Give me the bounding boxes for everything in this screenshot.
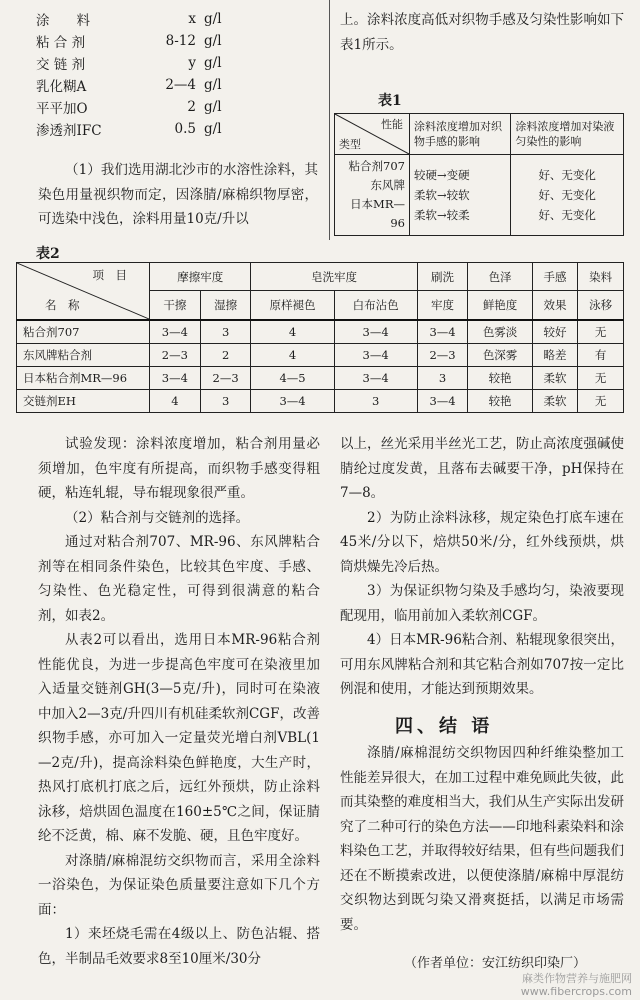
recipe-name: 交 链 剂	[36, 57, 86, 73]
table2	[16, 262, 624, 413]
paragraph: 1）来坯烧毛需在4级以上、防色沾辊、搭色，半制品毛效要求8至10厘米/30分	[38, 926, 320, 967]
table1-caption: 表1	[378, 93, 402, 109]
table2-row-name: 日本粘合剂MR—96	[17, 367, 150, 390]
table1-level: 好、无变化 好、无变化 好、无变化	[511, 155, 624, 236]
table2-group: 手感	[532, 263, 578, 291]
recipe-name: 乳化糊A	[36, 79, 87, 95]
right-column	[340, 432, 624, 702]
table2-subhead: 白布沾色	[334, 291, 417, 320]
recipe-name: 涂 料	[36, 13, 90, 29]
left-column	[38, 432, 320, 971]
recipe-amount: 2—4	[165, 77, 196, 93]
table2-cell: 2—3	[150, 344, 201, 367]
paragraph: 3）为保证织物匀染及手感均匀，染液要现配现用，临用前加入柔软剂CGF。	[340, 583, 624, 624]
table2-cell: 色深雾	[468, 344, 532, 367]
table2-row-name: 粘合剂707	[17, 320, 150, 344]
recipe-unit: g/l	[204, 11, 222, 27]
recipe-name: 粘 合 剂	[36, 35, 86, 51]
table2-cell: 无	[578, 367, 624, 390]
table1-feel: 较硬→变硬 柔软→较软 柔软→较柔	[410, 155, 511, 236]
table2-cell: 较好	[532, 320, 578, 344]
table-row	[17, 367, 624, 390]
recipe-unit: g/l	[204, 99, 222, 115]
table-row	[17, 390, 624, 413]
table2-subhead: 原样褪色	[251, 291, 334, 320]
table1-corner: 性能 类型	[335, 114, 410, 155]
table2-cell: 3—4	[417, 390, 468, 413]
table2-cell: 柔软	[532, 367, 578, 390]
recipe-list	[36, 8, 316, 140]
table2-subhead: 鲜艳度	[468, 291, 532, 320]
paragraph: 试验发现：涂料浓度增加，粘合剂用量必须增加，色牢度有所提高，而织物手感变得粗硬，粘连轧辊，导布辊现象很严重。	[38, 436, 320, 501]
section-heading: 四、结 语	[395, 716, 494, 737]
table2-cell: 较艳	[468, 367, 532, 390]
table1-names: 粘合剂707 东风牌 日本MR—96	[335, 155, 410, 236]
table2-subhead: 牢度	[417, 291, 468, 320]
table2-subhead: 效果	[532, 291, 578, 320]
table2-cell: 4—5	[251, 367, 334, 390]
left-top-text	[38, 158, 318, 232]
table2-cell: 4	[251, 320, 334, 344]
table2-cell: 较艳	[468, 390, 532, 413]
recipe-unit: g/l	[204, 55, 222, 71]
table2-caption: 表2	[36, 246, 60, 262]
recipe-unit: g/l	[204, 33, 222, 49]
table2-cell: 4	[150, 390, 201, 413]
paragraph: 2）为防止涂料泳移，规定染色打底车速在45米/分以下，焙烘50米/分，红外线预烘，烘筒烘燥先冷后热。	[340, 509, 624, 575]
recipe-row	[36, 52, 316, 74]
conclusion-block	[340, 741, 624, 937]
table2-cell: 3—4	[334, 344, 417, 367]
table2-cell: 柔软	[532, 390, 578, 413]
table2-cell: 3—4	[150, 367, 201, 390]
table2-row-name: 交链剂EH	[17, 390, 150, 413]
table2-cell: 2—3	[200, 367, 251, 390]
table2-cell: 3—4	[334, 320, 417, 344]
recipe-row	[36, 118, 316, 140]
table1	[334, 113, 624, 236]
table2-corner: 项 目 名 称	[17, 263, 150, 321]
paragraph: 4）日本MR-96粘合剂、粘辊现象很突出，可用东风牌粘合剂和其它粘合剂如707按一定比例混和使用，才能达到预期效果。	[340, 632, 624, 697]
recipe-row	[36, 74, 316, 96]
table1-header: 涂料浓度增加对织物手感的影响	[410, 114, 511, 155]
paragraph: （2）粘合剂与交链剂的选择。	[65, 509, 250, 526]
table2-cell: 3—4	[334, 367, 417, 390]
table2-cell: 无	[578, 390, 624, 413]
paragraph: 通过对粘合剂707、MR-96、东风牌粘合剂等在相同条件染色，比较其色牢度、手感、匀染性、色光稳定性，可得到很满意的粘合剂，如表2。	[38, 534, 320, 624]
table2-cell: 色雾淡	[468, 320, 532, 344]
paragraph: 对涤腈/麻棉混纺交织物而言，采用全涂料一浴染色，为保证染色质量要注意如下几个方面：	[38, 852, 320, 918]
table2-group: 染料	[578, 263, 624, 291]
table1-header: 涂料浓度增加对染液匀染性的影响	[511, 114, 624, 155]
recipe-name: 平平加O	[36, 101, 88, 117]
author-affiliation: （作者单位：安江纺织印染厂）	[404, 956, 587, 971]
table2-row-name: 东风牌粘合剂	[17, 344, 150, 367]
recipe-name: 渗透剂IFC	[36, 123, 102, 139]
table2-cell: 2—3	[417, 344, 468, 367]
table2-cell: 无	[578, 320, 624, 344]
paragraph: 涤腈/麻棉混纺交织物因四种纤维染整加工性能差异很大，在加工过程中难免顾此失彼，此而其染整的难度相当大，我们从生产实际出发研究了二种可行的染色方法——印地科素染料和涂料染色工艺，并取得较好结果，但有些问题我们还在不断摸索改进，以便使涤腈/麻棉中厚混纺交织物达到既匀染又滑爽挺括，以满足市场需要。	[340, 745, 624, 933]
table2-cell: 3—4	[150, 320, 201, 344]
recipe-amount: x	[188, 11, 196, 27]
recipe-amount: 0.5	[174, 121, 196, 137]
recipe-unit: g/l	[204, 121, 222, 137]
table2-group: 色泽	[468, 263, 532, 291]
table2-cell: 有	[578, 344, 624, 367]
paragraph: （1）我们选用湖北沙市的水溶性涂料，其染色用量视织物而定，因涤腈/麻棉织物厚密，可选染中浅色，涂料用量10克/升以	[38, 162, 318, 227]
table2-cell: 3—4	[251, 390, 334, 413]
column-divider	[329, 0, 330, 240]
table2-cell: 3	[334, 390, 417, 413]
table2-group: 摩擦牢度	[150, 263, 251, 291]
table2-cell: 略差	[532, 344, 578, 367]
table2-cell: 2	[200, 344, 251, 367]
table2-subhead: 泳移	[578, 291, 624, 320]
table2-group: 皂洗牢度	[251, 263, 417, 291]
recipe-row	[36, 30, 316, 52]
table-row	[17, 320, 624, 344]
recipe-unit: g/l	[204, 77, 222, 93]
paragraph: 上。涂料浓度高低对织物手感及匀染性影响如下表1所示。	[340, 12, 624, 53]
table2-cell: 3	[200, 390, 251, 413]
recipe-amount: y	[188, 55, 196, 71]
paragraph: 从表2可以看出，选用日本MR-96粘合剂性能优良，为进一步提高色牢度可在染液里加入适量交链剂GH(3—5克/升)，同时可在染液中加入2—3克/升四川有机硅柔软剂CGF，改善织物手感，亦可加入一定量荧光增白剂VBL(1—2克/升)，提高涂料染色鲜艳度，大生产时，热风打底机打底之后，远红外预烘，防止涂料泳移，焙烘固色温度在160±5℃之间，保证腈纶不泛黄，棉、麻不发脆、硬，且色牢度好。	[38, 632, 320, 844]
table2-cell: 3—4	[417, 320, 468, 344]
recipe-amount: 2	[187, 99, 196, 115]
table2-subhead: 湿擦	[200, 291, 251, 320]
table2-cell: 3	[417, 367, 468, 390]
table2-cell: 3	[200, 320, 251, 344]
table2-subhead: 干擦	[150, 291, 201, 320]
table2-cell: 4	[251, 344, 334, 367]
paragraph: 以上，丝光采用半丝光工艺，防止高浓度强碱使腈纶过度发黄，且落布去碱要干净，pH保持在7—8。	[340, 436, 624, 501]
recipe-amount: 8-12	[165, 33, 196, 49]
table-row	[17, 344, 624, 367]
right-top-text	[340, 8, 624, 57]
recipe-row	[36, 8, 316, 30]
table2-group: 刷洗	[417, 263, 468, 291]
watermark: 麻类作物营养与施肥网 www.fibercrops.com	[520, 972, 632, 998]
recipe-row	[36, 96, 316, 118]
